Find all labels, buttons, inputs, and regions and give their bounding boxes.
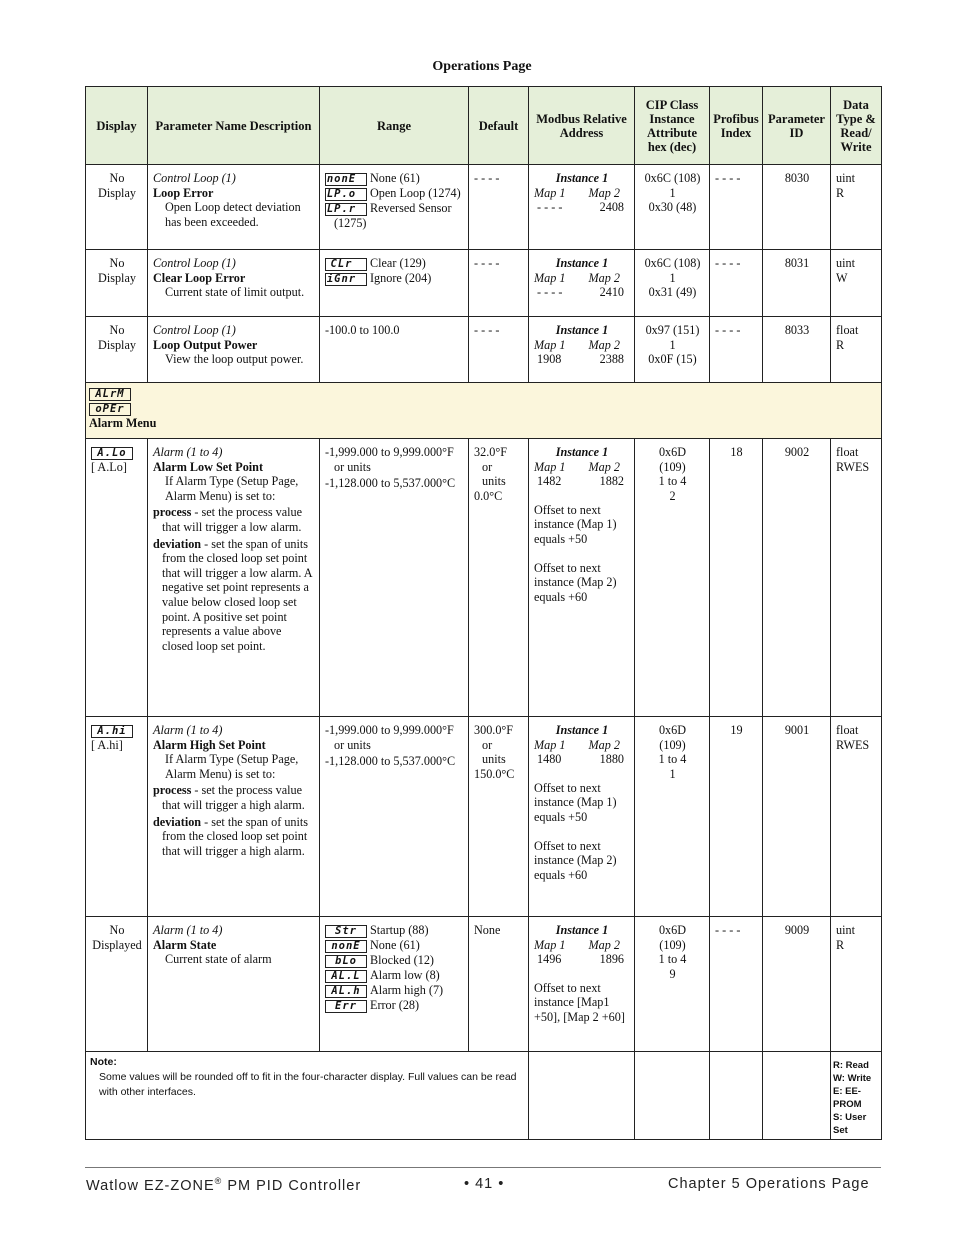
- data-type: float: [836, 723, 859, 737]
- legend-write: W: Write: [833, 1073, 872, 1084]
- param-cell: [148, 250, 320, 317]
- offset-text: Offset to next instance [Map1 +50], [Map 2 +60]: [534, 980, 625, 1024]
- default-c: 0.0°C: [474, 488, 503, 503]
- instance-label: Instance 1: [555, 323, 609, 337]
- profibus-cell: - - - -: [710, 250, 763, 317]
- cip-attribute: 0x31 (49): [648, 285, 697, 300]
- note-empty-cell: [529, 1052, 635, 1140]
- instance-label: Instance 1: [555, 256, 609, 270]
- profibus-cell: - - - -: [710, 317, 763, 383]
- header-profibus: Profibus Index: [710, 87, 763, 165]
- header-param-name: Parameter Name Description: [148, 87, 320, 165]
- read-write: R: [836, 185, 845, 200]
- range-cell: [320, 717, 469, 917]
- cip-class-dec: (109): [659, 937, 686, 952]
- footer-product: [86, 1176, 361, 1194]
- deviation-text: - set the span of units from the closed loop set point that will trigger a high alarm.: [162, 814, 309, 858]
- lcd-code: A.Lo: [91, 447, 133, 460]
- param-name: Loop Error: [153, 185, 214, 200]
- process-label: process: [153, 783, 192, 798]
- table-row: [86, 250, 882, 317]
- note-row: [86, 1052, 882, 1140]
- range-cell: [320, 165, 469, 250]
- data-type: float: [836, 445, 859, 459]
- param-desc: Open Loop detect deviation has been exceeded.: [165, 200, 301, 229]
- default-cell: - - - -: [469, 317, 529, 383]
- profibus-cell: 18: [710, 439, 763, 717]
- instance-label: Instance 1: [555, 445, 609, 459]
- cip-class: 0x6D: [658, 723, 687, 737]
- map2-label: Map 2: [588, 337, 620, 352]
- data-type: uint: [836, 923, 855, 937]
- range-option: Reversed Sensor (1275): [334, 201, 452, 230]
- map1-label: Map 1: [534, 459, 566, 474]
- default-c: 150.0°C: [474, 766, 515, 781]
- note-empty-cell: [710, 1052, 763, 1140]
- read-write: R: [836, 937, 845, 952]
- display-code: [ A.hi]: [91, 738, 123, 752]
- default-cell: [469, 717, 529, 917]
- offset-map1: Offset to next instance (Map 1) equals +50: [534, 780, 617, 824]
- param-group: Alarm (1 to 4): [153, 923, 223, 937]
- page-number: • 41 •: [464, 1176, 505, 1192]
- table-row: [86, 917, 882, 1052]
- lcd-code: LP.o: [325, 188, 367, 201]
- cip-cell: [635, 717, 710, 917]
- cip-cell: [635, 917, 710, 1052]
- map1-label: Map 1: [534, 337, 566, 352]
- map2-label: Map 2: [588, 270, 620, 285]
- map2-label: Map 2: [588, 737, 620, 752]
- cip-instance: 1: [669, 270, 676, 285]
- cip-instance: 1 to 4: [658, 952, 687, 967]
- range-cell: -100.0 to 100.0: [320, 317, 469, 383]
- param-desc: If Alarm Type (Setup Page, Alarm Menu) is set to:: [165, 752, 299, 781]
- cip-cell: [635, 317, 710, 383]
- display-cell: No Displayed: [86, 917, 148, 1052]
- cip-class: 0x6D: [658, 923, 687, 937]
- param-group: Alarm (1 to 4): [153, 445, 223, 459]
- param-name: Alarm High Set Point: [153, 737, 266, 752]
- param-cell: [148, 439, 320, 717]
- header-modbus: Modbus Relative Address: [529, 87, 635, 165]
- map2-value: 2388: [599, 352, 624, 367]
- param-id-cell: 8030: [763, 165, 831, 250]
- range-celsius: -1,128.000 to 5,537.000°C: [325, 754, 456, 769]
- param-desc: If Alarm Type (Setup Page, Alarm Menu) is set to:: [165, 474, 299, 503]
- display-cell: [86, 439, 148, 717]
- legend-cell: [831, 1052, 882, 1140]
- map2-label: Map 2: [588, 937, 620, 952]
- modbus-cell: [529, 917, 635, 1052]
- range-option: Clear (129): [370, 256, 426, 270]
- param-cell: [148, 317, 320, 383]
- cip-attribute: 0x30 (48): [648, 200, 697, 215]
- param-id-cell: 8031: [763, 250, 831, 317]
- footer-model: PM PID Controller: [222, 1177, 362, 1194]
- cip-instance: 1: [669, 337, 676, 352]
- registered-mark: ®: [214, 1176, 223, 1186]
- lcd-code: Str: [325, 925, 367, 938]
- param-cell: [148, 717, 320, 917]
- read-write: R: [836, 337, 845, 352]
- range-option: Alarm low (8): [370, 968, 440, 982]
- table-row: [86, 317, 882, 383]
- legend-read: R: Read: [833, 1060, 869, 1071]
- modbus-cell: [529, 439, 635, 717]
- cip-instance: 1: [669, 185, 676, 200]
- table-row: [86, 439, 882, 717]
- range-option: Ignore (204): [370, 271, 432, 285]
- alarm-menu-cell: [86, 383, 882, 439]
- param-name: Alarm State: [153, 937, 217, 952]
- range-fahrenheit: -1,999.000 to 9,999.000°F or units: [325, 723, 454, 752]
- modbus-cell: [529, 165, 635, 250]
- param-group: Alarm (1 to 4): [153, 723, 223, 737]
- range-option: None (61): [370, 171, 420, 185]
- param-id-cell: 9002: [763, 439, 831, 717]
- note-empty-cell: [763, 1052, 831, 1140]
- cip-cell: [635, 165, 710, 250]
- param-group: Control Loop (1): [153, 323, 236, 337]
- profibus-cell: 19: [710, 717, 763, 917]
- deviation-label: deviation: [153, 814, 202, 829]
- map2-value: 1896: [599, 952, 624, 967]
- instance-label: Instance 1: [555, 171, 609, 185]
- header-default: Default: [469, 87, 529, 165]
- alarm-menu-row: [86, 383, 882, 439]
- process-text: - set the process value that will trigger a low alarm.: [162, 505, 303, 534]
- read-write: RWES: [836, 459, 870, 474]
- range-celsius: -1,128.000 to 5,537.000°C: [325, 476, 456, 491]
- cip-cell: [635, 250, 710, 317]
- map1-label: Map 1: [534, 270, 566, 285]
- cip-class: 0x6C (108): [644, 171, 701, 185]
- cip-class-dec: (109): [659, 737, 686, 752]
- cip-attribute: 0x0F (15): [648, 352, 697, 367]
- table-header: [86, 87, 882, 165]
- deviation-label: deviation: [153, 536, 202, 551]
- note-text: Some values will be rounded off to fit in the four-character display. Full values can be read with other interfaces.: [99, 1070, 517, 1098]
- data-type: float: [836, 323, 859, 337]
- data-type-cell: [831, 250, 882, 317]
- param-desc: View the loop output power.: [165, 352, 304, 367]
- cip-class: 0x6D: [658, 445, 687, 459]
- alarm-menu-title: Alarm Menu: [89, 416, 157, 430]
- cip-attribute: 2: [669, 488, 676, 503]
- footer-chapter: Chapter 5 Operations Page: [668, 1176, 870, 1192]
- offset-map1: Offset to next instance (Map 1) equals +50: [534, 502, 617, 546]
- instance-label: Instance 1: [555, 723, 609, 737]
- param-name: Clear Loop Error: [153, 270, 246, 285]
- lcd-code: AL.h: [325, 985, 367, 998]
- param-id-cell: 8033: [763, 317, 831, 383]
- footer-divider: [85, 1167, 881, 1168]
- map1-label: Map 1: [534, 185, 566, 200]
- default-or: or: [482, 737, 493, 752]
- param-desc: Current state of alarm: [165, 952, 272, 967]
- lcd-code: Err: [325, 1000, 367, 1013]
- param-id-cell: 9009: [763, 917, 831, 1052]
- table-row: [86, 165, 882, 250]
- cip-class: 0x97 (151): [645, 323, 700, 337]
- note-title: Note:: [90, 1056, 117, 1068]
- deviation-text: - set the span of units from the closed loop set point that will trigger a low alarm. A negative set point represents a value below closed loop set point. A positive set point represents a value above closed loop set point.: [162, 536, 312, 653]
- display-cell: No Display: [86, 165, 148, 250]
- display-code: [ A.Lo]: [91, 460, 127, 474]
- read-write: W: [836, 270, 848, 285]
- param-name: Loop Output Power: [153, 337, 258, 352]
- map2-value: 2410: [599, 285, 624, 300]
- cip-class-dec: (109): [659, 459, 686, 474]
- default-cell: - - - -: [469, 165, 529, 250]
- map1-value: 1480: [537, 752, 562, 767]
- cip-instance: 1 to 4: [658, 474, 687, 489]
- display-cell: No Display: [86, 250, 148, 317]
- modbus-cell: [529, 317, 635, 383]
- param-group: Control Loop (1): [153, 256, 236, 270]
- default-or: or: [482, 459, 493, 474]
- note-cell: [86, 1052, 529, 1140]
- data-type-cell: [831, 317, 882, 383]
- param-id-cell: 9001: [763, 717, 831, 917]
- range-option: None (61): [370, 938, 420, 952]
- map2-value: 1882: [599, 474, 624, 489]
- instance-label: Instance 1: [555, 923, 609, 937]
- lcd-code: nonE: [325, 173, 367, 186]
- range-option: Startup (88): [370, 923, 429, 937]
- param-cell: [148, 165, 320, 250]
- lcd-code: A.hi: [91, 725, 133, 738]
- footer-brand: Watlow EZ-ZONE: [86, 1177, 215, 1194]
- page-title: Operations Page: [432, 59, 532, 74]
- default-cell: [469, 439, 529, 717]
- offset-map2: Offset to next instance (Map 2) equals +60: [534, 838, 617, 882]
- legend-user-set: S: User Set: [833, 1112, 867, 1136]
- param-desc: Current state of limit output.: [165, 285, 305, 300]
- param-name: Alarm Low Set Point: [153, 459, 264, 474]
- range-cell: [320, 439, 469, 717]
- lcd-code: LP.r: [325, 203, 367, 216]
- profibus-cell: - - - -: [710, 165, 763, 250]
- range-fahrenheit: -1,999.000 to 9,999.000°F or units: [325, 445, 454, 474]
- header-data-type: Data Type & Read/ Write: [831, 87, 882, 165]
- map1-value: - - - -: [537, 200, 563, 215]
- data-type-cell: [831, 717, 882, 917]
- map1-value: 1496: [537, 952, 562, 967]
- range-option: Blocked (12): [370, 953, 434, 967]
- cip-cell: [635, 439, 710, 717]
- header-display: Display: [86, 87, 148, 165]
- profibus-cell: - - - -: [710, 917, 763, 1052]
- process-label: process: [153, 505, 192, 520]
- data-type-cell: [831, 439, 882, 717]
- range-option: Alarm high (7): [370, 983, 444, 997]
- lcd-code: AL.L: [325, 970, 367, 983]
- data-type: uint: [836, 256, 855, 270]
- note-empty-cell: [635, 1052, 710, 1140]
- cip-instance: 1 to 4: [658, 752, 687, 767]
- default-units: units: [482, 752, 506, 767]
- range-cell: [320, 250, 469, 317]
- cip-attribute: 9: [669, 966, 676, 981]
- param-group: Control Loop (1): [153, 171, 236, 185]
- lcd-code: bLo: [325, 955, 367, 968]
- lcd-code: iGnr: [325, 273, 367, 286]
- modbus-cell: [529, 717, 635, 917]
- table-row: [86, 717, 882, 917]
- param-cell: [148, 917, 320, 1052]
- display-cell: [86, 717, 148, 917]
- data-type: uint: [836, 171, 855, 185]
- process-text: - set the process value that will trigger a high alarm.: [162, 783, 305, 812]
- range-cell: [320, 917, 469, 1052]
- cip-attribute: 1: [669, 766, 676, 781]
- default-units: units: [482, 474, 506, 489]
- map2-value: 1880: [599, 752, 624, 767]
- header-range: Range: [320, 87, 469, 165]
- header-param-id: Parameter ID: [763, 87, 831, 165]
- map1-label: Map 1: [534, 737, 566, 752]
- map2-value: 2408: [599, 200, 624, 215]
- map1-label: Map 1: [534, 937, 566, 952]
- lcd-code: CLr: [325, 258, 367, 271]
- map2-label: Map 2: [588, 459, 620, 474]
- default-cell: None: [469, 917, 529, 1052]
- legend-eeprom: E: EE-PROM: [833, 1086, 862, 1110]
- range-option: Error (28): [370, 998, 420, 1012]
- header-cip: CIP Class Instance Attribute hex (dec): [635, 87, 710, 165]
- operations-table: [85, 86, 882, 1140]
- offset-map2: Offset to next instance (Map 2) equals +60: [534, 560, 617, 604]
- map1-value: - - - -: [537, 285, 563, 300]
- lcd-code: ALrM: [89, 388, 131, 401]
- lcd-code: nonE: [325, 940, 367, 953]
- map1-value: 1908: [537, 352, 562, 367]
- default-cell: - - - -: [469, 250, 529, 317]
- data-type-cell: [831, 917, 882, 1052]
- range-option: Open Loop (1274): [370, 186, 461, 200]
- default-f: 32.0°F: [474, 445, 507, 459]
- data-type-cell: [831, 165, 882, 250]
- map2-label: Map 2: [588, 185, 620, 200]
- read-write: RWES: [836, 737, 870, 752]
- display-cell: No Display: [86, 317, 148, 383]
- default-f: 300.0°F: [474, 723, 514, 737]
- map1-value: 1482: [537, 474, 562, 489]
- cip-class: 0x6C (108): [644, 256, 701, 270]
- modbus-cell: [529, 250, 635, 317]
- lcd-code: oPEr: [89, 403, 131, 416]
